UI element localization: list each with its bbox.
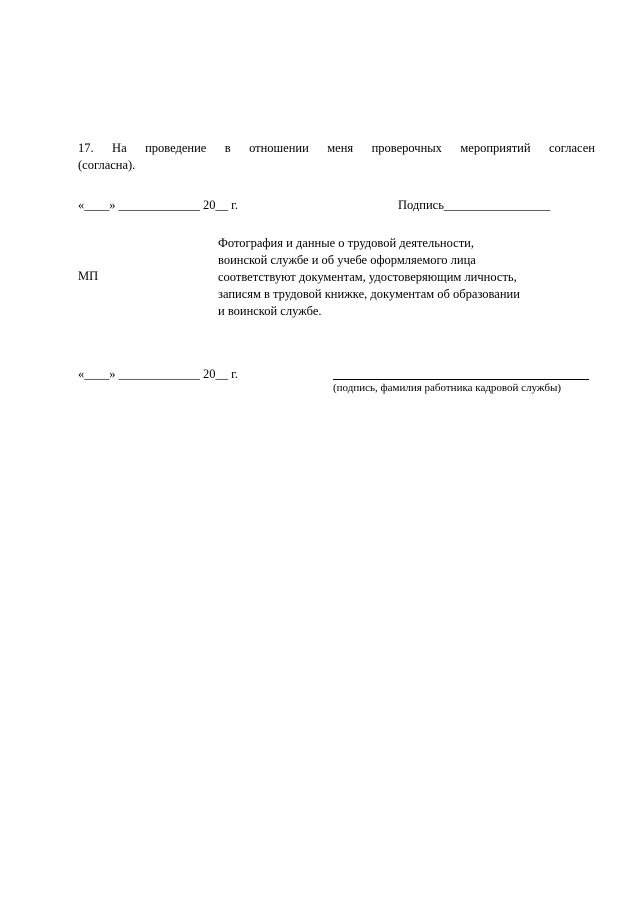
verification-line: соответствуют документам, удостоверяющим личность, xyxy=(218,270,517,284)
paragraph-17-line-2: (согласна). xyxy=(78,158,136,172)
hr-date-field: «____» _____________ 20__ г. xyxy=(78,367,238,381)
verification-line: записям в трудовой книжке, документам об образовании xyxy=(218,287,520,301)
verification-line: и воинской службе. xyxy=(218,304,322,318)
consent-signature-field: Подпись_________________ xyxy=(398,198,551,212)
verification-line: Фотография и данные о трудовой деятельности, xyxy=(218,236,474,250)
hr-signature-line xyxy=(333,366,589,380)
verification-statement xyxy=(218,235,578,320)
hr-signature-caption: (подпись, фамилия работника кадровой службы) xyxy=(333,382,562,394)
verification-line: воинской службе и об учебе оформляемого лица xyxy=(218,253,476,267)
stamp-label: МП xyxy=(78,269,99,283)
consent-date-field: «____» _____________ 20__ г. xyxy=(78,198,238,212)
paragraph-17-line-1: 17. На проведение в отношении меня проверочных мероприятий согласен xyxy=(78,141,595,155)
